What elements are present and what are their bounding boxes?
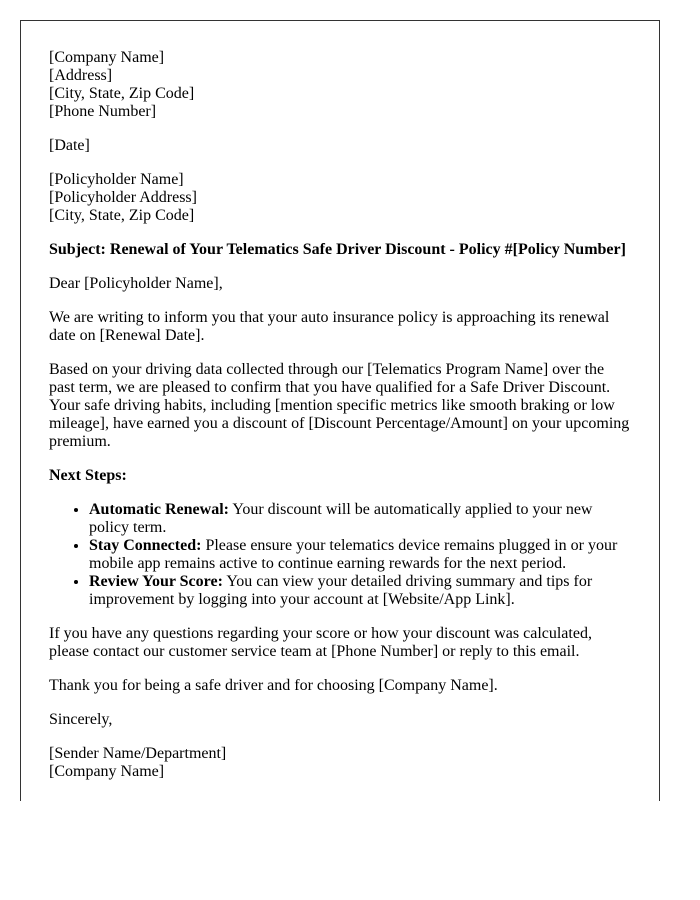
step-item	[89, 573, 631, 609]
recipient-address: [Policyholder Address]	[49, 189, 197, 206]
signature-company: [Company Name]	[49, 763, 165, 780]
paragraph-discount: Based on your driving data collected through our [Telematics Program Name] over the past term, we are pleased to confirm that you have qualified for a Safe Driver Discount. Your safe driving habits, including [mention specific metrics like smooth braking or low mileage], have earned you a discount of [Discount Percentage/Amount] on your upcoming premium.	[49, 361, 630, 450]
sender-company: [Company Name]	[49, 49, 165, 66]
step-item	[89, 537, 631, 573]
sender-phone: [Phone Number]	[49, 103, 157, 120]
next-steps-heading: Next Steps:	[49, 467, 127, 484]
letter-date: [Date]	[49, 137, 90, 154]
recipient-address-block	[49, 171, 631, 225]
signature-block	[49, 745, 631, 781]
step-text: Your discount will be automatically applied to your new policy term.	[89, 501, 593, 536]
subject-line: Subject: Renewal of Your Telematics Safe Driver Discount - Policy #[Policy Number]	[49, 241, 626, 258]
step-text: You can view your detailed driving summary and tips for improvement by logging into your account at [Website/App Link].	[89, 573, 593, 608]
paragraph-thanks: Thank you for being a safe driver and for choosing [Company Name].	[49, 677, 498, 694]
next-steps-list	[49, 501, 631, 609]
sender-address-block	[49, 49, 631, 121]
recipient-city: [City, State, Zip Code]	[49, 207, 195, 224]
step-title: Stay Connected:	[89, 537, 202, 554]
salutation: Dear [Policyholder Name],	[49, 275, 223, 292]
letter-page	[20, 20, 660, 801]
signature-sender: [Sender Name/Department]	[49, 745, 227, 762]
paragraph-questions: If you have any questions regarding your score or how your discount was calculated, please contact our customer service team at [Phone Number] or reply to this email.	[49, 625, 592, 660]
paragraph-renewal: We are writing to inform you that your auto insurance policy is approaching its renewal date on [Renewal Date].	[49, 309, 610, 344]
closing: Sincerely,	[49, 711, 113, 728]
step-title: Automatic Renewal:	[89, 501, 229, 518]
step-text: Please ensure your telematics device remains plugged in or your mobile app remains active to continue earning rewards for the next period.	[89, 537, 618, 572]
sender-city: [City, State, Zip Code]	[49, 85, 195, 102]
recipient-name: [Policyholder Name]	[49, 171, 184, 188]
step-title: Review Your Score:	[89, 573, 223, 590]
step-item	[89, 501, 631, 537]
sender-address: [Address]	[49, 67, 113, 84]
